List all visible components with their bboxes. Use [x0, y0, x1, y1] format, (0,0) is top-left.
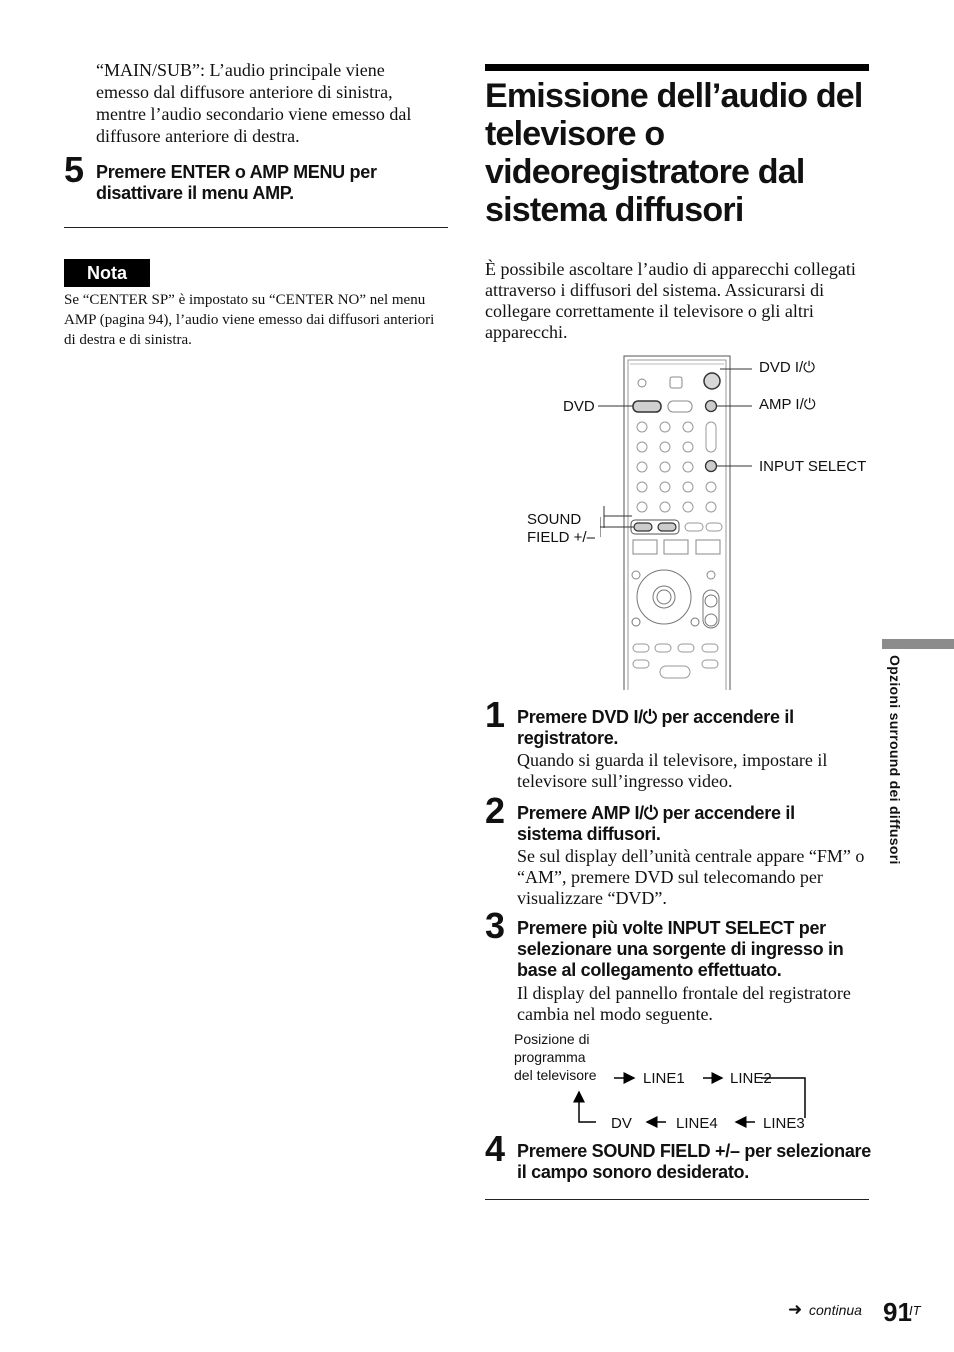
section-title-line1: Emissione dell’audio del [485, 77, 863, 115]
label-dvd-power: DVD I/⏻ [759, 359, 816, 376]
step-2-title-line2: sistema diffusori. [517, 824, 661, 844]
label-sound-field [527, 511, 595, 547]
continua-arrow-icon: ➜ [788, 1300, 803, 1319]
flow-line1: LINE1 [643, 1070, 685, 1087]
sidebar-tab-bar [882, 639, 954, 649]
section-title-line4: sistema diffusori [485, 191, 744, 229]
step-5-title-line1: Premere ENTER o AMP MENU per [96, 162, 377, 182]
page-number-suffix: IT [909, 1303, 921, 1318]
remote-leader-lines [720, 352, 760, 482]
flow-tv-position-line1: Posizione di [514, 1031, 590, 1047]
step-2-number: 2 [485, 790, 506, 831]
label-sound-field-line1: SOUND [527, 511, 582, 528]
flow-line4: LINE4 [676, 1115, 718, 1132]
section-title-line2: televisore o [485, 115, 665, 153]
flow-line2: LINE2 [730, 1070, 772, 1087]
flow-line3: LINE3 [763, 1115, 805, 1132]
nota-badge: Nota [64, 259, 150, 287]
step-4-title-line2: il campo sonoro desiderato. [517, 1162, 749, 1182]
step-1-title [517, 707, 877, 749]
step-3-title [517, 918, 887, 981]
page-number: 91 [883, 1297, 912, 1327]
flow-dv: DV [611, 1115, 632, 1132]
main-sub-paragraph: “MAIN/SUB”: L’audio principale viene emesso dal diffusore anteriore di sinistra, mentre l’audio secondario viene emesso dal diffusore anteriore di destra. [96, 60, 412, 146]
right-divider [485, 1199, 869, 1200]
intro-paragraph: È possibile ascoltare l’audio di apparecchi collegati attraverso i diffusori del sistema. Assicurarsi di collegare correttamente il televisore o gli altri apparecchi. [485, 259, 856, 342]
sidebar-tab-label: Opzioni surround dei diffusori [887, 655, 903, 865]
step-5-title [96, 162, 446, 204]
title-bar [485, 64, 869, 71]
step-2-title-line1: Premere AMP I/⏻ per accendere il [517, 803, 795, 823]
step-4-title [517, 1141, 897, 1183]
flow-tv-position-line2: programma [514, 1049, 586, 1065]
left-divider [64, 227, 448, 228]
step-1-body: Quando si guarda il televisore, impostare il televisore sull’ingresso video. [517, 750, 828, 791]
step-3-number: 3 [485, 905, 506, 946]
flow-tv-position-line3: del televisore [514, 1067, 597, 1083]
continua-label: continua [809, 1302, 862, 1318]
label-amp-power: AMP I/⏻ [759, 396, 816, 413]
step-5-number: 5 [64, 149, 85, 190]
nota-text: Se “CENTER SP” è impostato su “CENTER NO” nel menu AMP (pagina 94), l’audio viene emesso dai diffusori anteriori di destra e di sinistra. [64, 292, 435, 348]
step-2-title [517, 803, 877, 845]
step-1-number: 1 [485, 694, 506, 735]
section-title [485, 77, 885, 229]
step-4-number: 4 [485, 1128, 506, 1169]
step-3-title-line3: base al collegamento effettuato. [517, 960, 782, 980]
step-1-title-line2: registratore. [517, 728, 619, 748]
step-3-title-line2: selezionare una sorgente di ingresso in [517, 939, 844, 959]
step-1-title-line1: Premere DVD I/⏻ per accendere il [517, 707, 794, 727]
step-2-body: Se sul display dell’unità centrale appare “FM” o “AM”, premere DVD sul telecomando per visualizzare “DVD”. [517, 846, 865, 908]
flow-arrows [570, 1070, 820, 1140]
step-5-title-line2: disattivare il menu AMP. [96, 183, 294, 203]
label-sound-field-line2: FIELD +/– [527, 529, 595, 546]
section-title-line3: videoregistratore dal [485, 153, 805, 191]
label-input-select: INPUT SELECT [759, 458, 867, 475]
remote-left-leader [598, 398, 638, 538]
step-4-title-line1: Premere SOUND FIELD +/– per selezionare [517, 1141, 871, 1161]
step-3-title-line1: Premere più volte INPUT SELECT per [517, 918, 826, 938]
label-dvd: DVD [563, 398, 595, 415]
step-3-body: Il display del pannello frontale del registratore cambia nel modo seguente. [517, 983, 851, 1024]
